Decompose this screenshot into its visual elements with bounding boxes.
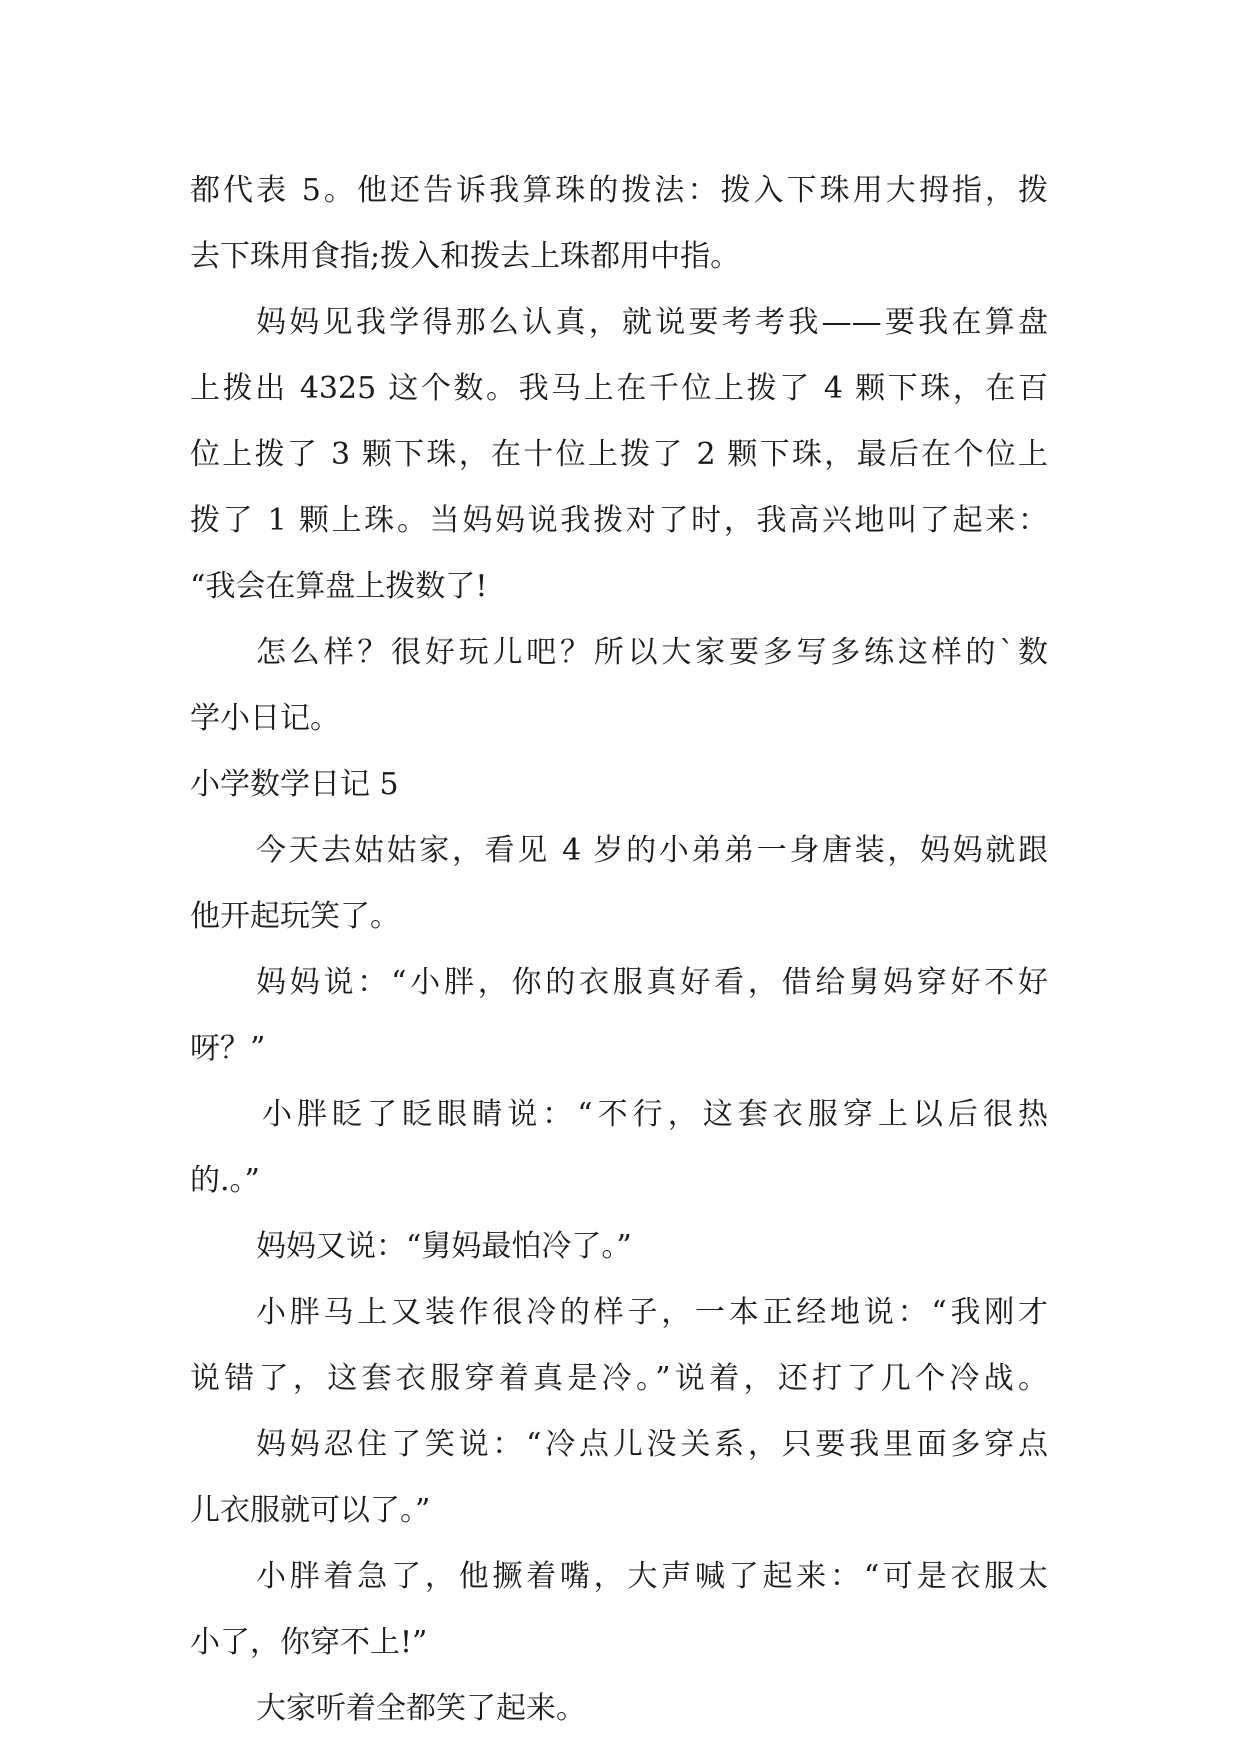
- text-line: 小胖马上又装作很冷的样子，一本正经地说：“我刚才: [256, 1295, 1048, 1330]
- text-line: 学小日记。: [190, 701, 340, 736]
- text-line: 儿衣服就可以了。”: [190, 1493, 431, 1528]
- text-line: 妈妈又说：“舅妈最怕冷了。”: [256, 1229, 632, 1264]
- text-line: 小了，你穿不上!”: [190, 1625, 428, 1660]
- text-line: 大家听着全都笑了起来。: [256, 1691, 586, 1726]
- text-line: 上拨出 4325 这个数。我马上在千位上拨了 4 颗下珠，在百: [190, 371, 1048, 406]
- text-line: 拨了 1 颗上珠。当妈妈说我拨对了时，我高兴地叫了起来：: [190, 503, 1048, 538]
- text-line: 说错了，这套衣服穿着真是冷。”说着，还打了几个冷战。: [190, 1361, 1048, 1396]
- text-line: 小胖眨了眨眼睛说：“不行，这套衣服穿上以后很热: [262, 1097, 1048, 1132]
- text-line: 他开起玩笑了。: [190, 899, 400, 934]
- text-line: “我会在算盘上拨数了!: [190, 569, 488, 604]
- text-line: 呀？”: [190, 1031, 266, 1066]
- text-line: 妈妈忍住了笑说：“冷点儿没关系，只要我里面多穿点: [256, 1427, 1048, 1462]
- text-line: 妈妈说：“小胖，你的衣服真好看，借给舅妈穿好不好: [256, 965, 1048, 1000]
- text-line: 位上拨了 3 颗下珠，在十位上拨了 2 颗下珠，最后在个位上: [190, 437, 1048, 472]
- text-line: 的.。”: [190, 1163, 260, 1198]
- section-heading: 小学数学日记 5: [190, 767, 399, 802]
- document-body: [190, 158, 1048, 1742]
- text-line: 小胖着急了，他撅着嘴，大声喊了起来：“可是衣服太: [256, 1559, 1048, 1594]
- text-line: 今天去姑姑家，看见 4 岁的小弟弟一身唐装，妈妈就跟: [256, 833, 1048, 868]
- text-line: 妈妈见我学得那么认真，就说要考考我——要我在算盘: [256, 305, 1048, 340]
- text-line: 都代表 5。他还告诉我算珠的拨法：拨入下珠用大拇指，拨: [190, 173, 1048, 208]
- text-line: 怎么样？很好玩儿吧？所以大家要多写多练这样的`数: [256, 635, 1048, 670]
- text-line: 去下珠用食指;拨入和拨去上珠都用中指。: [190, 239, 741, 274]
